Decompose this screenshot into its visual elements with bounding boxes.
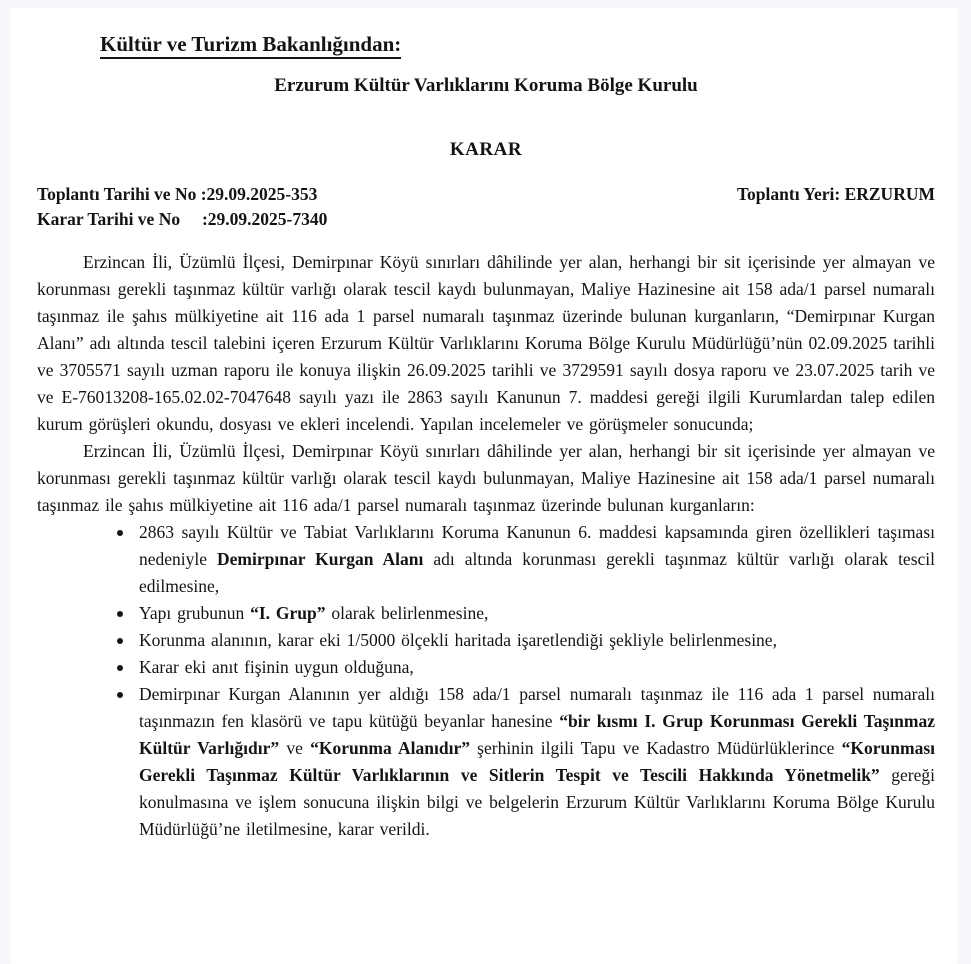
- list-item-building-group: [115, 600, 935, 627]
- list-item-protection-area: [115, 627, 935, 654]
- bullet-icon: [117, 665, 123, 671]
- paragraph-decision-lead: Erzincan İli, Üzümlü İlçesi, Demirpınar Köyü sınırları dâhilinde yer alan, herhangi bir sit içerisinde yer almayan ve korunması gerekli taşınmaz kültür varlığı olarak tescil kaydı bulunmayan, Maliye Hazinesine ait 158 ada/1 parsel numaralı taşınmaz ile şahıs mülkiyetine ait 116 ada/1 parsel numaralı taşınmaz üzerinde bulunan kurganların:: [37, 441, 935, 515]
- meeting-place: Toplantı Yeri: ERZURUM: [736, 184, 935, 204]
- list-item-text: Korunma alanının, karar eki 1/5000 ölçekli haritada işaretlendiği şekliyle belirlenmesine,: [139, 630, 777, 650]
- ministry-heading-text: Kültür ve Turizm Bakanlığından:: [100, 32, 401, 59]
- list-item-text: Karar eki anıt fişinin uygun olduğuna,: [139, 657, 414, 677]
- list-item-land-registry: [115, 681, 935, 843]
- list-item-text: Yapı grubunun “I. Grup” olarak belirlenmesine,: [139, 603, 489, 623]
- document-page: [10, 8, 958, 964]
- meta-block: [37, 182, 935, 232]
- meta-dates: [37, 182, 327, 232]
- decision-date-line: Karar Tarihi ve No :29.09.2025-7340: [37, 209, 328, 229]
- bullet-icon: [117, 530, 123, 536]
- bullet-icon: [117, 692, 123, 698]
- bullet-icon: [117, 638, 123, 644]
- ministry-heading: [100, 32, 401, 57]
- list-item-monument-record: [115, 654, 935, 681]
- bullet-icon: [117, 611, 123, 617]
- list-item-registration: [115, 519, 935, 600]
- paragraph-intro: Erzincan İli, Üzümlü İlçesi, Demirpınar Köyü sınırları dâhilinde yer alan, herhangi bir sit içerisinde yer almayan ve korunması gerekli taşınmaz kültür varlığı olarak tescil kaydı bulunmayan, Maliye Hazinesine ait 158 ada/1 parsel numaralı taşınmaz ile şahıs mülkiyetine ait 116 ada 1 parsel numaralı taşınmaz üzerinde bulunan kurganların, “Demirpınar Kurgan Alanı” adı altında tescil talebini içeren Erzurum Kültür Varlıklarını Koruma Bölge Kurulu Müdürlüğü’nün 02.09.2025 tarihli ve 3705571 sayılı uzman raporu ile konuya ilişkin 26.09.2025 tarihli ve 3729591 sayılı dosya raporu ve 23.07.2025 tarih ve ve E-76013208-165.02.02-7047648 sayılı yazı ile 2863 sayılı Kanunun 7. maddesi gereği ilgili Kurumlardan talep edilen kurum görüşleri okundu, dosyası ve ekleri incelendi. Yapılan incelemeler ve görüşmeler sonucunda;: [37, 252, 935, 434]
- decision-list: [115, 519, 935, 843]
- meeting-date-line: Toplantı Tarihi ve No :29.09.2025-353: [37, 184, 318, 204]
- decision-heading: KARAR: [449, 139, 523, 160]
- list-item-text: 2863 sayılı Kültür ve Tabiat Varlıklarını Koruma Kanunun 6. maddesi kapsamında giren özellikleri taşıması nedeniyle Demirpınar Kurgan Alanı adı altında korunması gerekli taşınmaz kültür varlığı olarak tescil edilmesine,: [139, 522, 935, 596]
- list-item-text: Demirpınar Kurgan Alanının yer aldığı 158 ada/1 parsel numaralı taşınmaz ile 116 ada 1 parsel numaralı taşınmazın fen klasörü ve tapu kütüğü beyanlar hanesine “bir kısmı I. Grup Korunması Gerekli Taşınmaz Kültür Varlığıdır” ve “Korunma Alanıdır” şerhinin ilgili Tapu ve Kadastro Müdürlüklerince “Korunması Gerekli Taşınmaz Kültür Varlıklarının ve Sitlerin Tespit ve Tescili Hakkında Yönetmelik” gereği konulmasına ve işlem sonucuna ilişkin bilgi ve belgelerin Erzurum Kültür Varlıklarını Koruma Bölge Kurulu Müdürlüğü’ne iletilmesine, karar verildi.: [139, 684, 935, 839]
- board-heading: Erzurum Kültür Varlıklarını Koruma Bölge Kurulu: [274, 75, 698, 96]
